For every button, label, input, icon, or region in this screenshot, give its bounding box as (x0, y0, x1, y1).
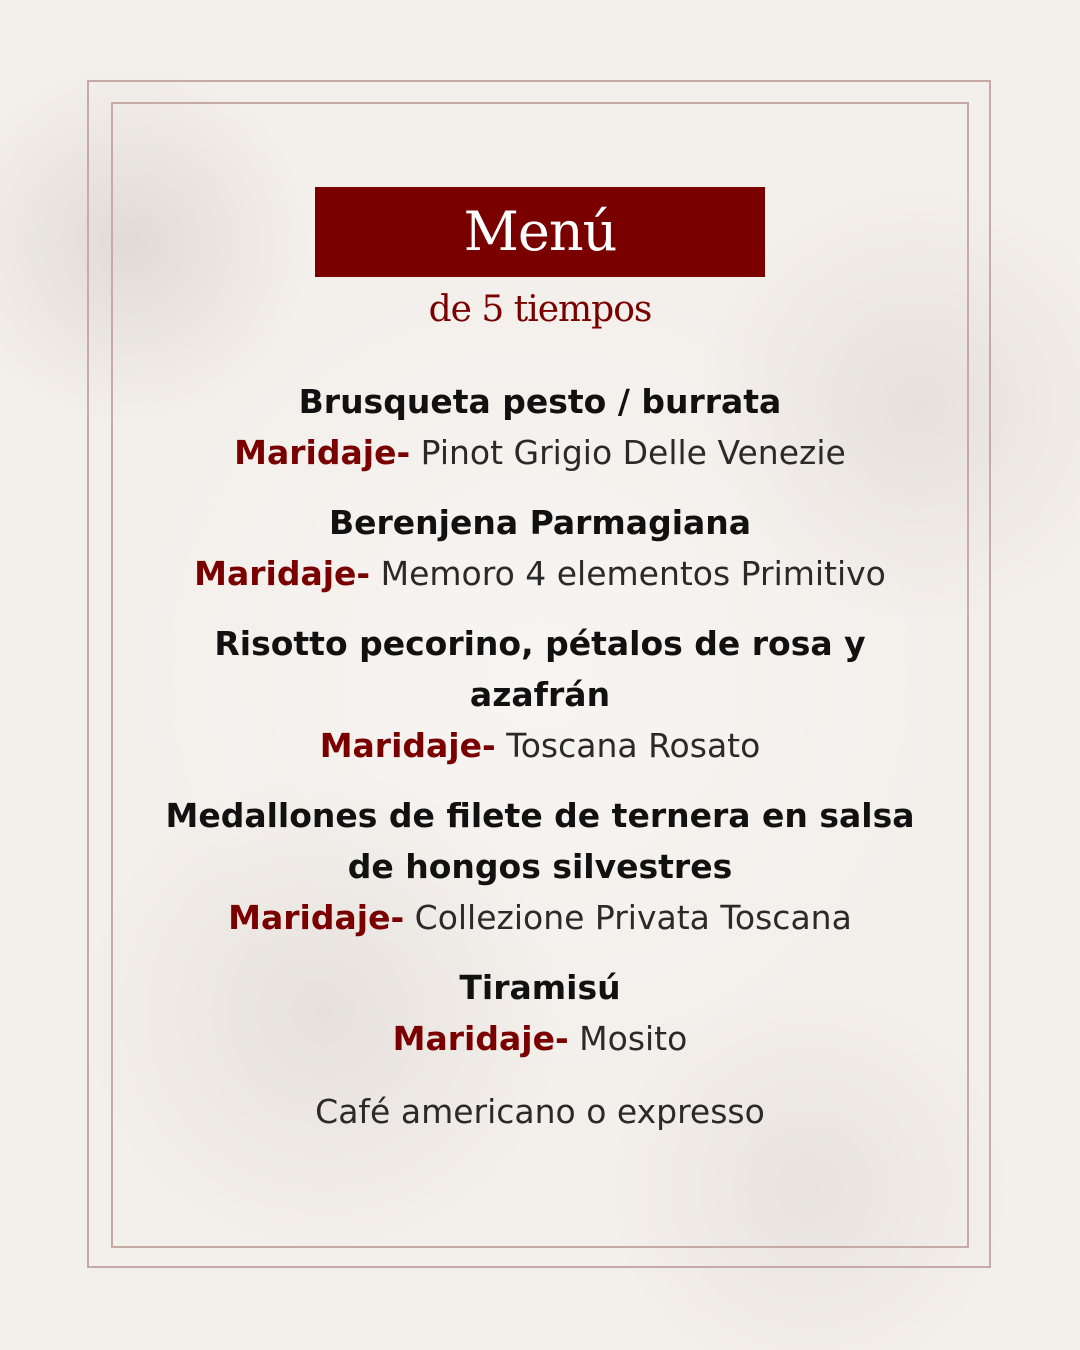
pairing-wine: Pinot Grigio Delle Venezie (420, 433, 846, 472)
pairing-wine: Mosito (579, 1019, 688, 1058)
course-item (150, 618, 930, 771)
course-item (150, 790, 930, 943)
pairing-label: Maridaje- (319, 726, 496, 765)
course-item (150, 497, 930, 599)
dish-name: Risotto pecorino, pétalos de rosa y azafrán (214, 624, 866, 714)
wine-pairing (150, 427, 930, 478)
dish-name: Tiramisú (459, 968, 621, 1007)
menu-title: Menú (463, 200, 617, 263)
pairing-wine: Memoro 4 elementos Primitivo (380, 554, 886, 593)
wine-pairing (150, 720, 930, 771)
course-item (150, 962, 930, 1064)
pairing-label: Maridaje- (194, 554, 371, 593)
wine-pairing (150, 892, 930, 943)
pairing-label: Maridaje- (228, 898, 405, 937)
menu-subtitle: de 5 tiempos (428, 289, 652, 330)
closing-note: Café americano o expresso (315, 1092, 765, 1131)
pairing-label: Maridaje- (392, 1019, 569, 1058)
wine-pairing (150, 1013, 930, 1064)
pairing-wine: Collezione Privata Toscana (414, 898, 852, 937)
dish-name: Medallones de filete de ternera en salsa de hongos silvestres (165, 796, 915, 886)
course-list (150, 376, 930, 1137)
pairing-label: Maridaje- (234, 433, 411, 472)
pairing-wine: Toscana Rosato (506, 726, 761, 765)
title-banner (315, 187, 765, 277)
course-item (150, 376, 930, 478)
dish-name: Brusqueta pesto / burrata (298, 382, 782, 421)
dish-name: Berenjena Parmagiana (328, 503, 752, 542)
wine-pairing (150, 548, 930, 599)
